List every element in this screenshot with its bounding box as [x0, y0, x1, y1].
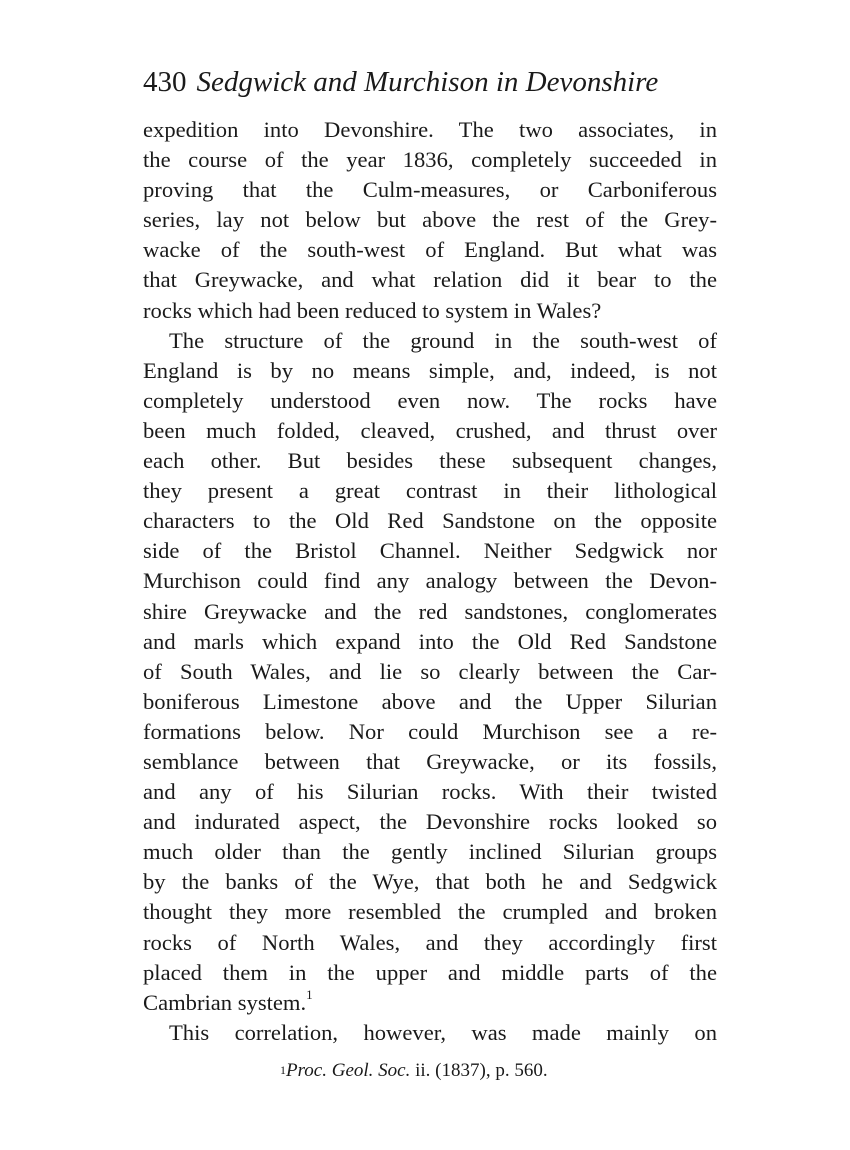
footnote-reference: 1 [306, 986, 313, 1002]
text-line: side of the Bristol Channel. Neither Sedgwick nor [143, 538, 717, 564]
text-line: each other. But besides these subsequent changes, [143, 448, 717, 474]
text-line: rocks which had been reduced to system in Wales? [143, 297, 602, 323]
footnote-citation: ii. (1837), p. 560. [410, 1060, 548, 1081]
text-line: shire Greywacke and the red sandstones, conglomerates [143, 598, 717, 624]
text-line: wacke of the south-west of England. But what was [143, 237, 717, 263]
text-line: Murchison could find any analogy between the Devon- [143, 568, 717, 594]
text-line: by the banks of the Wye, that both he and Sedgwick [143, 869, 717, 895]
text-line: they present a great contrast in their lithological [143, 478, 717, 504]
text-line-with-note [143, 988, 717, 1018]
text-line: boniferous Limestone above and the Upper Silurian [143, 688, 717, 714]
text-line: and marls which expand into the Old Red Sandstone [143, 628, 717, 654]
text-line: The structure of the ground in the south-west of [169, 327, 717, 353]
text-line: rocks of North Wales, and they accordingly first [143, 929, 717, 955]
text-line: semblance between that Greywacke, or its fossils, [143, 748, 717, 774]
text-line: Cambrian system. [143, 989, 307, 1015]
page-number: 430 [143, 66, 187, 98]
footnote-marker: 1 [280, 1063, 286, 1077]
text-line: the course of the year 1836, completely succeeded in [143, 147, 717, 173]
text-line: that Greywacke, and what relation did it bear to the [143, 267, 717, 293]
running-title: Sedgwick and Murchison in Devonshire [196, 66, 659, 98]
text-line: England is by no means simple, and, indeed, is not [143, 357, 717, 383]
footnote-source: Proc. Geol. Soc. [286, 1060, 411, 1081]
text-line: thought they more resembled the crumpled and broken [143, 899, 717, 925]
paragraph-3 [143, 1018, 717, 1048]
body-text [143, 115, 717, 1048]
paragraph-1 [143, 115, 717, 326]
text-line: been much folded, cleaved, crushed, and thrust over [143, 417, 717, 443]
running-head [143, 60, 717, 104]
text-line: series, lay not below but above the rest of the Grey- [143, 207, 717, 233]
book-page [143, 60, 717, 1048]
text-line: of South Wales, and lie so clearly between the Car- [143, 658, 717, 684]
text-line: proving that the Culm-measures, or Carboniferous [143, 177, 717, 203]
footnote [280, 1059, 548, 1083]
text-line: characters to the Old Red Sandstone on the opposite [143, 508, 717, 534]
text-line: much older than the gently inclined Silurian groups [143, 839, 717, 865]
text-line: and any of his Silurian rocks. With their twisted [143, 779, 717, 805]
paragraph-2 [143, 326, 717, 1018]
text-line: placed them in the upper and middle parts of the [143, 959, 717, 985]
text-line: and indurated aspect, the Devonshire rocks looked so [143, 809, 717, 835]
text-line: expedition into Devonshire. The two associates, in [143, 117, 717, 142]
text-line: formations below. Nor could Murchison see a re- [143, 718, 717, 744]
text-line: completely understood even now. The rocks have [143, 387, 717, 413]
text-line: This correlation, however, was made mainly on [169, 1019, 717, 1045]
